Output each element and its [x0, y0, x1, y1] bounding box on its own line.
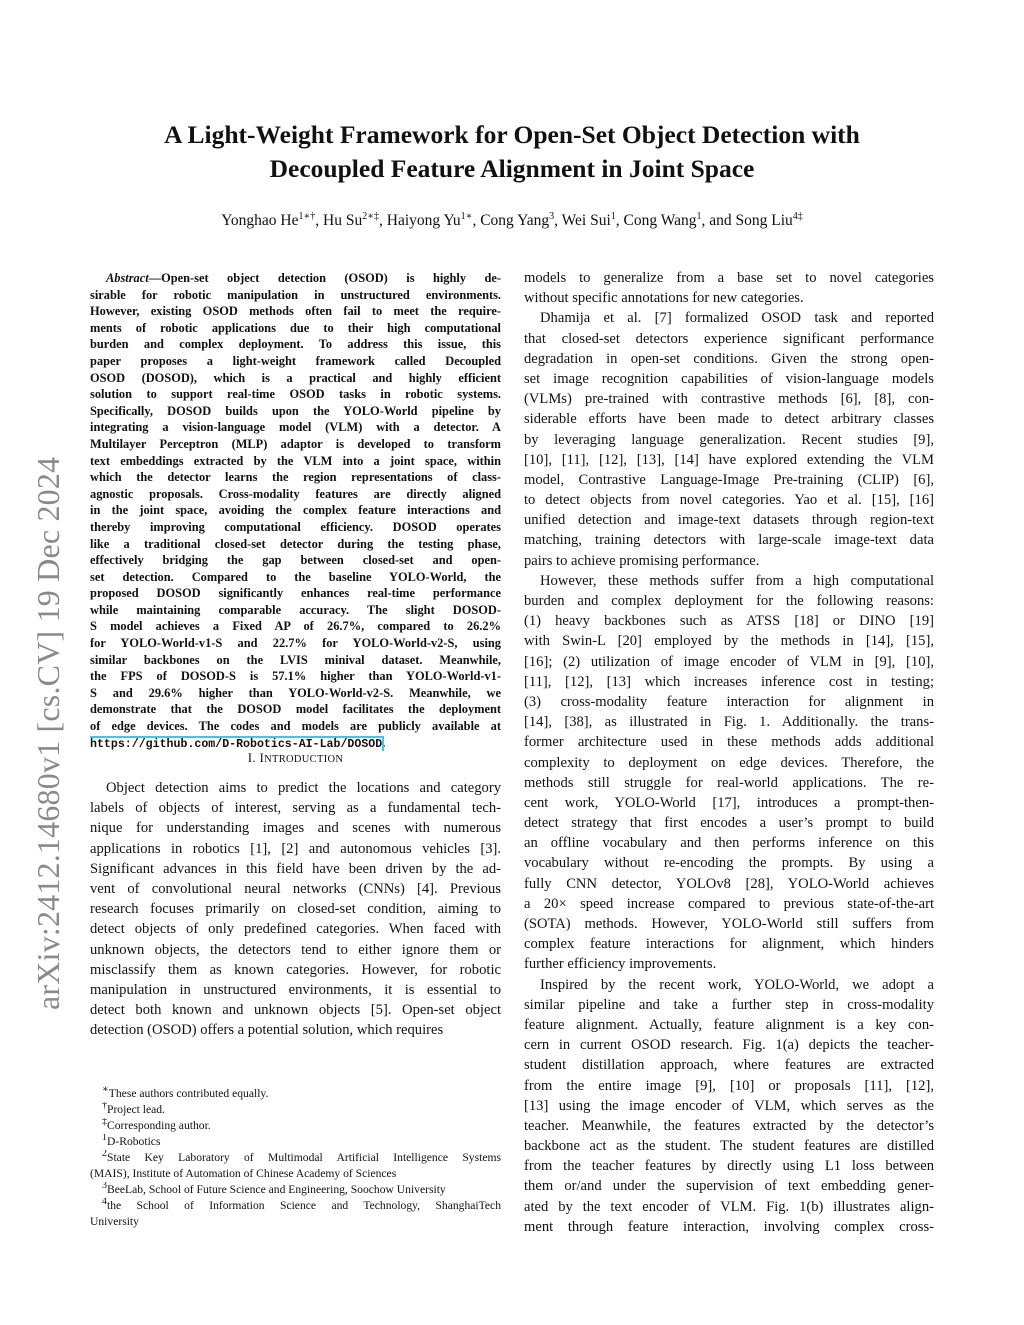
author-separator: , — [315, 212, 324, 229]
abstract-line: integrating a vision-language model (VLM) with a detector. A — [90, 420, 501, 435]
body-text-line: burden and complex deployment for the following reasons: — [524, 593, 934, 609]
abstract-line: solution to support real-time OSOD tasks in robotic systems. — [90, 387, 501, 402]
footnote — [90, 1086, 501, 1102]
abstract-line: set detection. Compared to the baseline YOLO-World, the — [90, 569, 501, 584]
abstract-line: of edge devices. The codes and models are publicly available at — [90, 719, 501, 734]
body-text-line: pairs to achieve promising performance. — [524, 552, 760, 569]
abstract-line: agnostic proposals. Cross-modality features are directly aligned — [90, 486, 501, 501]
section-number: I. — [247, 750, 256, 765]
body-text-line: complex feature interactions for alignment, which hinders — [524, 936, 934, 953]
section-title — [259, 750, 343, 765]
footnote-mark: † — [102, 1102, 107, 1112]
author-separator: , — [615, 212, 624, 229]
body-text-line: from the entire image [9], [10] or proposals [11], [12], — [524, 1077, 934, 1094]
abstract-line: S and 29.6% higher than YOLO-World-v2-S. Meanwhile, we — [90, 685, 501, 700]
paper-title — [80, 118, 944, 186]
footnote-text: (MAIS), Institute of Automation of Chinese Academy of Sciences — [90, 1167, 397, 1180]
body-text-line: unified detection and image-text datasets through region-text — [524, 512, 934, 529]
body-text-line: fully CNN detector, YOLOv8 [28], YOLO-World achieves — [524, 875, 934, 892]
abstract-line: the FPS of DOSOD-S is 57.1% higher than YOLO-World-v1- — [90, 669, 501, 684]
author-name: Cong Wang — [623, 212, 697, 229]
body-text-line: detect strategy that first encodes a user’s prompt to build — [524, 815, 934, 832]
abstract-line: S model achieves a Fixed AP of 26.7%, compared to 26.2% — [90, 619, 501, 634]
footnote — [90, 1134, 501, 1150]
body-text-line: matching, training detectors with large-scale image-text data — [524, 532, 934, 549]
abstract-line: text embeddings extracted by the VLM into a joint space, within — [90, 453, 501, 468]
body-text-line: former architecture used in these methods adds additional — [524, 734, 934, 751]
footnote — [90, 1182, 501, 1198]
abstract-line: burden and complex deployment. To address this issue, this — [90, 337, 501, 352]
footnote — [90, 1118, 501, 1134]
author-affiliation-mark: 4‡ — [792, 210, 803, 222]
author-affiliation-mark: 1∗† — [298, 210, 316, 222]
author-name: Yonghao He — [221, 212, 299, 229]
abstract-line: Multilayer Perceptron (MLP) adaptor is developed to transform — [90, 436, 501, 451]
abstract-link-line — [90, 735, 501, 752]
footnote-mark: 4 — [102, 1198, 107, 1208]
abstract-line: proposed DOSOD significantly enhances real-time performance — [90, 586, 501, 601]
body-text-line: an offline vocabulary and then performs inference on this — [524, 835, 934, 852]
footnote-text: Corresponding author. — [107, 1119, 211, 1132]
body-text-line: misclassify them as known categories. However, for robotic — [90, 961, 501, 978]
abstract-line: effectively bridging the gap between closed-set and open- — [90, 553, 501, 568]
author-name: Haiyong Yu — [386, 212, 461, 229]
body-text-line: without specific annotations for new categories. — [524, 290, 804, 307]
footnote — [90, 1150, 501, 1166]
author-separator: , — [554, 212, 562, 229]
body-text-line: labels of objects of interest, serving as a fundamental tech- — [90, 800, 501, 817]
body-text-line: teacher. Meanwhile, the features extracted by the detector’s — [524, 1117, 934, 1134]
author-affiliation-mark: 2∗‡ — [362, 210, 380, 222]
title-line-2: Decoupled Feature Alignment in Joint Space — [269, 154, 755, 183]
body-text-line: Dhamija et al. [7] formalized OSOD task and reported — [540, 310, 934, 327]
section-title-initial: I — [259, 750, 265, 765]
body-text-line: model, Contrastive Language-Image Pre-training (CLIP) [6], — [524, 471, 934, 488]
author-affiliation-mark: 3 — [549, 210, 555, 222]
abstract-line: in the joint space, avoiding the complex feature interactions and — [90, 503, 501, 518]
body-text-line: by leveraging language generalization. Recent studies [9], — [524, 431, 934, 448]
abstract-line — [90, 270, 501, 287]
intro-left-column — [90, 778, 501, 1040]
body-text-line: from the teacher features by directly using L1 loss between — [524, 1158, 934, 1175]
body-text-line: with Swin-L [20] employed by the methods in [14], [15], — [524, 633, 934, 650]
footnote-mark: 3 — [102, 1182, 107, 1192]
body-text-line: set image recognition capabilities of vision-language models — [524, 370, 934, 387]
footnote — [90, 1198, 501, 1214]
abstract-line: OSOD (DOSOD), which is a practical and highly efficient — [90, 370, 501, 385]
body-text-line: Inspired by the recent work, YOLO-World, we adopt a — [540, 976, 934, 993]
footnote-mark: ∗ — [102, 1086, 109, 1096]
body-text-line: (SOTA) methods. However, YOLO-World still suffers from — [524, 916, 934, 932]
author-separator: , — [379, 212, 387, 229]
body-text-line: research focuses primarily on closed-set condition, aiming to — [90, 901, 501, 918]
body-text-line: student distillation approach, where features are extracted — [524, 1057, 934, 1074]
author-name: Hu Su — [323, 212, 363, 229]
body-text-line: to detect objects from novel categories. Yao et al. [15], [16] — [524, 492, 934, 509]
abstract-label: Abstract — [106, 271, 149, 285]
footnote — [90, 1166, 501, 1182]
footnote — [90, 1102, 501, 1118]
author-affiliation-mark: 1 — [610, 210, 616, 222]
body-text-line: cent work, YOLO-World [17], introduces a prompt-then- — [524, 794, 934, 811]
author-name: Cong Yang — [480, 212, 550, 229]
footnote-text: D-Robotics — [107, 1135, 161, 1148]
author-list — [60, 212, 964, 230]
abstract-line: ments of robotic applications due to their high computational — [90, 320, 501, 335]
footnote-text: the School of Information Science and Technology, ShanghaiTech — [107, 1199, 501, 1212]
body-text-line: them or/and under the supervision of text embedding gener- — [524, 1178, 934, 1195]
abstract-line: Specifically, DOSOD builds upon the YOLO-World pipeline by — [90, 403, 501, 418]
body-text-line: further efficiency improvements. — [524, 956, 717, 973]
section-title-smallcaps: NTRODUCTION — [264, 754, 344, 765]
abstract-line: sirable for robotic manipulation in unstructured environments. — [90, 287, 501, 302]
body-text-line: [14], [38], as illustrated in Fig. 1. Additionally. the trans- — [524, 714, 934, 731]
body-text-line: (3) cross-modality feature interaction for alignment in — [524, 693, 934, 710]
author-affiliation-mark: 1 — [696, 210, 702, 222]
abstract-line: like a traditional closed-set detector during the testing phase, — [90, 536, 501, 551]
abstract-line: However, existing OSOD methods often fail to meet the require- — [90, 304, 501, 319]
footnote — [90, 1214, 501, 1230]
body-text-line: backbone act as the student. The student features are distilled — [524, 1138, 934, 1155]
abstract-text: Open-set object detection (OSOD) is highly de- — [161, 271, 501, 285]
author-separator: , — [472, 212, 481, 229]
author-name: Wei Sui — [561, 212, 611, 229]
footnote-text: BeeLab, School of Future Science and Engineering, Soochow University — [107, 1183, 446, 1196]
body-text-line: [11], [12], [13] which increases inference cost in testing; — [524, 673, 934, 690]
body-text-line: detect both known and unknown objects [5]. Open-set object — [90, 1002, 501, 1019]
abstract — [90, 270, 501, 751]
body-text-line: siderable efforts have been made to detect arbitrary classes — [524, 411, 934, 428]
body-text-line: methods still struggle for real-world applications. The re- — [524, 774, 934, 791]
abstract-line: for YOLO-World-v1-S and 22.7% for YOLO-World-v2-S, using — [90, 636, 501, 651]
author-affiliation-mark: 1∗ — [460, 210, 473, 222]
abstract-dash: — — [148, 271, 162, 285]
body-text-line: complexity to deployment on edge devices. Therefore, the — [524, 754, 934, 771]
footnote-text: These authors contributed equally. — [108, 1087, 269, 1100]
abstract-line: demonstrate that the DOSOD model facilitates the deployment — [90, 702, 501, 717]
body-text-line: vocabulary without re-encoding the prompts. By using a — [524, 855, 934, 872]
body-text-line: ated by the text encoder of VLM. Fig. 1(b) illustrates align- — [524, 1198, 934, 1215]
arxiv-id: arXiv:2412.14680v1 [cs.CV] 19 Dec 2024 — [30, 456, 66, 1010]
footnote-mark: 1 — [102, 1134, 107, 1144]
footnote-text: University — [90, 1215, 139, 1228]
abstract-line: while maintaining comparable accuracy. The slight DOSOD- — [90, 602, 501, 617]
author-name: Song Liu — [735, 212, 793, 229]
body-text-line: that closed-set detectors experience significant performance — [524, 330, 934, 347]
footnote-mark: ‡ — [102, 1118, 107, 1128]
body-text-line: detect objects of only predefined categories. When faced with — [90, 921, 501, 938]
footnotes — [90, 1086, 501, 1230]
footnote-text: Project lead. — [107, 1103, 165, 1116]
intro-right-column — [524, 268, 934, 1237]
body-text-line: feature alignment. Actually, feature alignment is a key con- — [524, 1016, 934, 1033]
body-text-line: applications in robotics [1], [2] and autonomous vehicles [3]. — [90, 840, 501, 857]
body-text-line: detection (OSOD) offers a potential solution, which requires — [90, 1022, 444, 1039]
abstract-line: thereby improving computational efficiency. DOSOD operates — [90, 519, 501, 534]
footnote-mark: 2 — [102, 1150, 107, 1160]
title-line-1: A Light-Weight Framework for Open-Set Object Detection with — [164, 120, 860, 149]
code-repository-link[interactable]: https://github.com/D-Robotics-AI-Lab/DOSOD — [90, 737, 383, 751]
body-text-line: manipulation in unstructured environments, it is essential to — [90, 981, 501, 998]
footnote-text: State Key Laboratory of Multimodal Artificial Intelligence Systems — [107, 1151, 501, 1164]
body-text-line: a 20× speed increase compared to previous state-of-the-art — [524, 895, 934, 912]
body-text-line: [16]; (2) utilization of image encoder of VLM in [9], [10], — [524, 653, 934, 670]
body-text-line: nique for understanding images and scenes with numerous — [90, 820, 501, 837]
section-heading-introduction — [90, 750, 501, 766]
body-text-line: [10], [11], [12], [13], [14] have explored extending the VLM — [524, 451, 934, 468]
body-text-line: vent of convolutional neural networks (CNNs) [4]. Previous — [90, 880, 501, 897]
body-text-line: However, these methods suffer from a high computational — [540, 572, 934, 589]
abstract-period: . — [382, 735, 386, 750]
body-text-line: (1) heavy backbones such as ATSS [18] or DINO [19] — [524, 613, 934, 630]
body-text-line: (VLMs) pre-trained with contrastive methods [6], [8], con- — [524, 391, 934, 408]
body-text-line: models to generalize from a base set to novel categories — [524, 270, 934, 286]
body-text-line: similar pipeline and take a further step in cross-modality — [524, 996, 934, 1013]
body-text-line: Significant advances in this field have been driven by the ad- — [90, 860, 501, 877]
body-text-line: Object detection aims to predict the locations and category — [106, 780, 501, 796]
abstract-line: similar backbones on the LVIS minival dataset. Meanwhile, — [90, 652, 501, 667]
abstract-line: paper proposes a light-weight framework called Decoupled — [90, 353, 501, 368]
body-text-line: degradation in open-set conditions. Given the strong open- — [524, 350, 934, 367]
author-separator: , and — [701, 212, 736, 229]
body-text-line: ment through feature interaction, involving complex cross- — [524, 1218, 934, 1235]
body-text-line: cern in current OSOD research. Fig. 1(a) depicts the teacher- — [524, 1037, 934, 1054]
body-text-line: unknown objects, the detectors tend to either ignore them or — [90, 941, 501, 958]
body-text-line: [13] using the image encoder of VLM, which serves as the — [524, 1097, 934, 1114]
abstract-line: which the detector learns the region representations of class- — [90, 470, 501, 485]
